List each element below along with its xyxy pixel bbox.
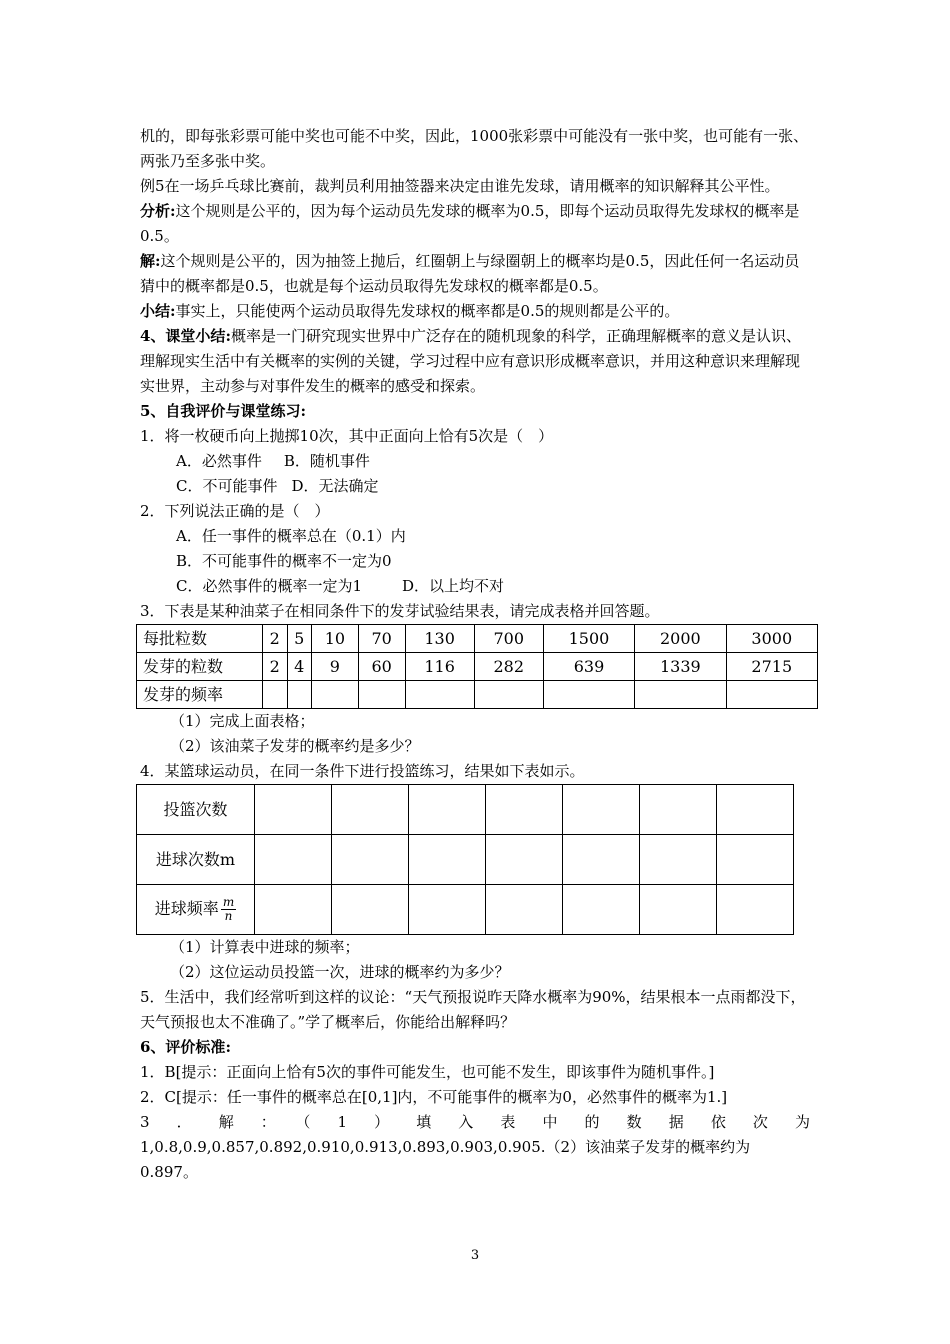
summary-paragraph bbox=[140, 299, 810, 324]
table-cell: 1339 bbox=[635, 653, 726, 681]
row-header: 每批粒数 bbox=[137, 625, 263, 653]
q5: 5．生活中，我们经常听到这样的议论：“天气预报说昨天降水概率为90%，结果根本一点雨都没下，天气预报也太不准确了。”学了概率后，你能给出解释吗？ bbox=[140, 988, 806, 1031]
table-cell bbox=[640, 785, 717, 835]
section6-heading: 6、评价标准: bbox=[140, 1038, 231, 1056]
table-cell bbox=[255, 835, 332, 885]
analysis-paragraph bbox=[140, 199, 810, 249]
table-cell bbox=[563, 785, 640, 835]
germination-table bbox=[136, 624, 818, 709]
table-cell: 9 bbox=[312, 653, 359, 681]
page-number: 3 bbox=[470, 1248, 480, 1263]
table-cell: 1500 bbox=[543, 625, 634, 653]
q4-sub1: （1）计算表中进球的频率； bbox=[170, 938, 360, 956]
summary-text: 事实上，只能使两个运动员取得先发球权的概率都是0.5的规则都是公平的。 bbox=[175, 302, 680, 320]
table-cell bbox=[409, 835, 486, 885]
table-cell: 10 bbox=[312, 625, 359, 653]
table-row bbox=[137, 681, 818, 709]
row-header: 发芽的频率 bbox=[137, 681, 263, 709]
table-row bbox=[137, 625, 818, 653]
table-cell: 2715 bbox=[726, 653, 817, 681]
table-cell: 2000 bbox=[635, 625, 726, 653]
table-cell bbox=[332, 885, 409, 935]
table-cell: 60 bbox=[358, 653, 405, 681]
table-cell bbox=[717, 835, 794, 885]
table-cell bbox=[635, 681, 726, 709]
table-cell bbox=[543, 681, 634, 709]
paragraph-lottery: 机的，即每张彩票可能中奖也可能不中奖，因此，1000张彩票中可能没有一张中奖，也可能有一张、两张乃至多张中奖。 bbox=[140, 127, 809, 170]
table-cell bbox=[563, 835, 640, 885]
solution-label: 解: bbox=[140, 252, 161, 270]
example-5: 例5在一场乒乓球比赛前，裁判员利用抽签器来决定由谁先发球，请用概率的知识解释其公平性。 bbox=[140, 177, 780, 195]
table-cell bbox=[332, 785, 409, 835]
table-cell bbox=[726, 681, 817, 709]
q4-stem: 4．某篮球运动员，在同一条件下进行投篮练习，结果如下表如示。 bbox=[140, 762, 585, 780]
row-header: 进球次数m bbox=[137, 835, 255, 885]
table-cell bbox=[405, 681, 474, 709]
fraction-numerator: m bbox=[222, 895, 235, 909]
q2-stem: 2．下列说法正确的是（ ） bbox=[140, 502, 330, 520]
table-cell bbox=[640, 835, 717, 885]
row-header: 投篮次数 bbox=[137, 785, 255, 835]
table-cell: 5 bbox=[287, 625, 312, 653]
table-cell bbox=[486, 835, 563, 885]
q1-options-ab bbox=[140, 449, 810, 474]
q4-sub2: （2）这位运动员投篮一次，进球的概率约为多少？ bbox=[170, 963, 510, 981]
table-cell bbox=[287, 681, 312, 709]
table-cell bbox=[263, 681, 288, 709]
solution-paragraph bbox=[140, 249, 810, 299]
q1-stem: 1．将一枚硬币向上抛掷10次，其中正面向上恰有5次是（ ） bbox=[140, 427, 554, 445]
row-header: 发芽的粒数 bbox=[137, 653, 263, 681]
table-cell: 700 bbox=[474, 625, 543, 653]
table-cell bbox=[332, 835, 409, 885]
q3-stem: 3．下表是某种油菜子在相同条件下的发芽试验结果表，请完成表格并回答题。 bbox=[140, 602, 660, 620]
table-cell bbox=[563, 885, 640, 935]
table-row bbox=[137, 785, 794, 835]
q2-option-a: A．任一事件的概率总在（0.1）内 bbox=[176, 527, 406, 545]
answer-2: 2．C[提示：任一事件的概率总在[0,1]内，不可能事件的概率为0，必然事件的概率为1.] bbox=[140, 1088, 728, 1106]
table-cell bbox=[474, 681, 543, 709]
table-cell: 2 bbox=[263, 653, 288, 681]
table-cell: 639 bbox=[543, 653, 634, 681]
class-summary-label: 4、课堂小结: bbox=[140, 327, 231, 345]
table-cell bbox=[409, 885, 486, 935]
fraction-m-over-n bbox=[221, 896, 236, 923]
table-cell: 116 bbox=[405, 653, 474, 681]
q2-option-c: C．必然事件的概率一定为1 bbox=[176, 577, 363, 595]
table-cell: 70 bbox=[358, 625, 405, 653]
table-cell bbox=[255, 885, 332, 935]
table-cell bbox=[486, 885, 563, 935]
class-summary-text: 概率是一门研究现实世界中广泛存在的随机现象的科学，正确理解概率的意义是认识、理解现实生活中有关概率的实例的关键，学习过程中应有意识形成概率意识，并用这种意识来理解现实世界，主动参与对事件发生的概率的感受和探索。 bbox=[140, 327, 801, 395]
table-cell bbox=[486, 785, 563, 835]
q2-option-b: B．不可能事件的概率不一定为0 bbox=[176, 552, 392, 570]
analysis-label: 分析: bbox=[140, 202, 176, 220]
table-cell bbox=[255, 785, 332, 835]
table-cell bbox=[358, 681, 405, 709]
table-cell: 3000 bbox=[726, 625, 817, 653]
fraction-denominator: n bbox=[224, 909, 233, 923]
table-cell: 2 bbox=[263, 625, 288, 653]
analysis-text: 这个规则是公平的，因为每个运动员先发球的概率为0.5，即每个运动员取得先发球权的概率是0.5。 bbox=[140, 202, 800, 245]
row-header-label: 进球频率 bbox=[154, 899, 219, 918]
table-cell bbox=[717, 885, 794, 935]
answer-3-line2: 1,0.8,0.9,0.857,0.892,0.910,0.913,0.893,0.903,0.905.（2）该油菜子发芽的概率约为 bbox=[140, 1138, 751, 1156]
table-cell bbox=[640, 885, 717, 935]
q1-option-d: D．无法确定 bbox=[291, 477, 379, 495]
table-cell bbox=[409, 785, 486, 835]
table-row bbox=[137, 835, 794, 885]
q1-option-a: A．必然事件 bbox=[176, 452, 262, 470]
summary-label: 小结: bbox=[140, 302, 176, 320]
q2-options-cd bbox=[140, 574, 810, 599]
table-cell: 130 bbox=[405, 625, 474, 653]
solution-text: 这个规则是公平的，因为抽签上抛后，红圈朝上与绿圈朝上的概率均是0.5，因此任何一名运动员猜中的概率都是0.5，也就是每个运动员取得先发球权的概率都是0.5。 bbox=[140, 252, 800, 295]
answer-3-line3: 0.897。 bbox=[140, 1163, 198, 1181]
row-header bbox=[137, 885, 255, 935]
table-cell bbox=[717, 785, 794, 835]
table-cell: 4 bbox=[287, 653, 312, 681]
q1-option-c: C．不可能事件 bbox=[176, 477, 278, 495]
q1-options-cd bbox=[140, 474, 810, 499]
q3-sub2: （2）该油菜子发芽的概率约是多少？ bbox=[170, 737, 420, 755]
class-summary-paragraph bbox=[140, 324, 810, 399]
shooting-table bbox=[136, 784, 794, 935]
table-cell: 282 bbox=[474, 653, 543, 681]
table-row bbox=[137, 653, 818, 681]
q2-option-d: D．以上均不对 bbox=[402, 577, 505, 595]
document-page bbox=[140, 124, 810, 1185]
section5-heading: 5、自我评价与课堂练习: bbox=[140, 402, 306, 420]
table-row bbox=[137, 885, 794, 935]
q3-sub1: （1）完成上面表格； bbox=[170, 712, 315, 730]
table-cell bbox=[312, 681, 359, 709]
answer-3-line1: 3．解：（1）填入表中的数据依次为 bbox=[140, 1113, 810, 1131]
answer-1: 1．B[提示：正面向上恰有5次的事件可能发生，也可能不发生，即该事件为随机事件。] bbox=[140, 1063, 715, 1081]
q1-option-b: B．随机事件 bbox=[283, 452, 370, 470]
